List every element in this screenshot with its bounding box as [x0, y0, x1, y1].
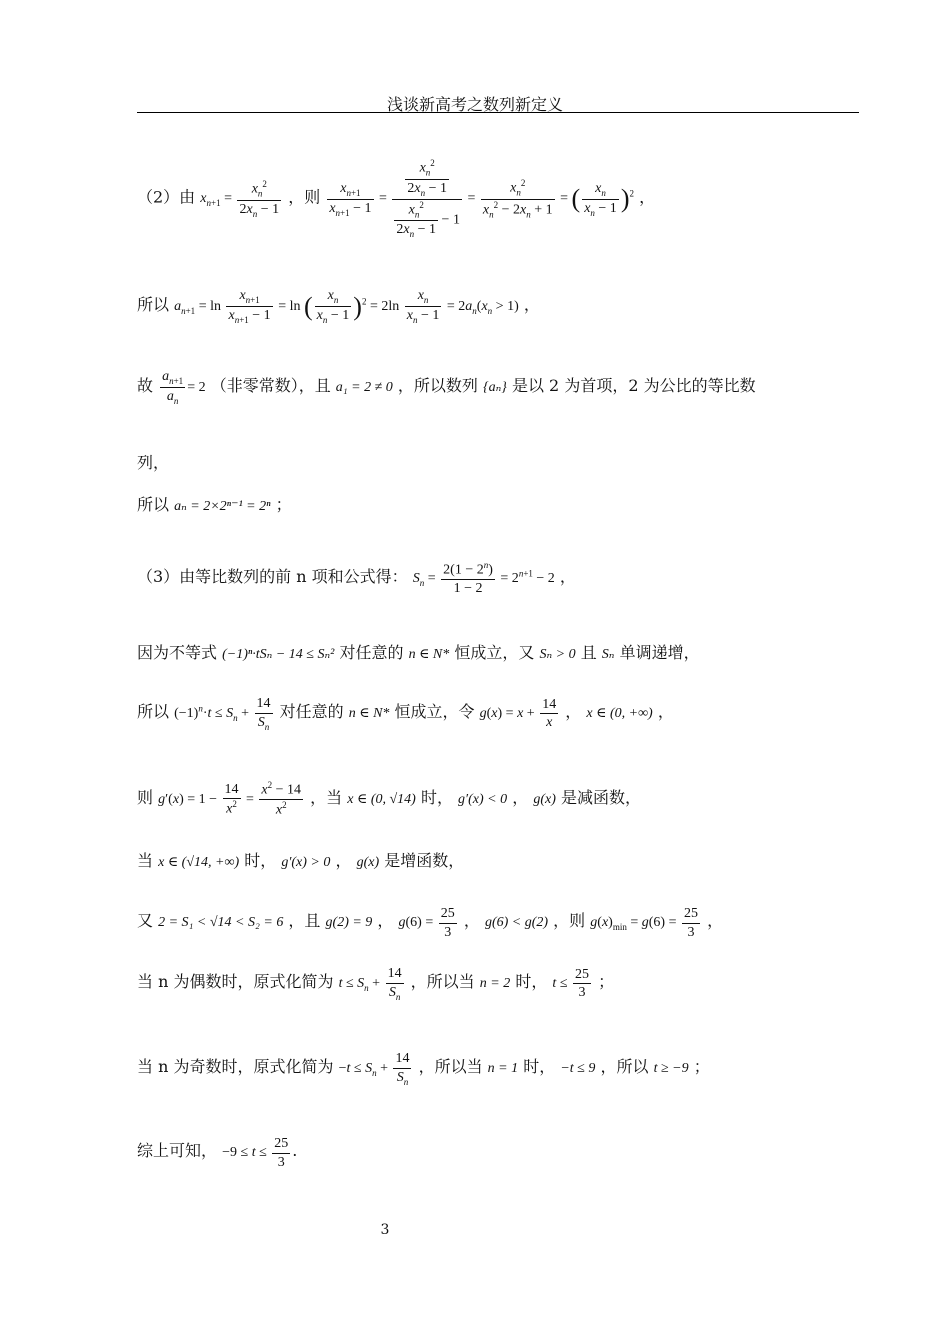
text-comma-1: ， — [559, 567, 576, 587]
increasing-line — [137, 848, 464, 871]
g-min: $g(x)_{min} = g(6)$ = $\frac{25}{3}$ — [590, 906, 698, 940]
summary-line — [137, 1135, 297, 1171]
text-decreasing: 是减函数， — [560, 787, 641, 807]
text-comma-7: ， — [463, 911, 480, 931]
derivative-line — [137, 780, 641, 819]
text-comma-5: ， — [335, 851, 352, 870]
text-and: 且 — [580, 643, 597, 662]
interval-1: x ∈ (0, √14) — [347, 791, 416, 807]
text-odd-case: 当 n 为奇数时，原式化简为 — [137, 1057, 334, 1076]
g-of-x-2: g(x) — [356, 855, 380, 870]
lie-line — [137, 450, 169, 473]
text-comma-2: ， — [565, 702, 582, 721]
text-ineq-lead: 因为不等式 — [137, 643, 218, 662]
text-geo-desc: 是以 2 为首项，2 为公比的等比数 — [511, 375, 756, 395]
text-nonzero: （非零常数），且 — [210, 375, 331, 395]
n-equals-1: n = 1 — [487, 1061, 519, 1076]
sn-positive: Sₙ > 0 — [539, 647, 576, 662]
g-derivative: g′(x) = 1 − $\frac{14}{x^2}$ = $\frac{x^2 - 14}{x^2}$ — [158, 780, 302, 818]
inequality-1: (−1)ⁿ·tSₙ − 14 ≤ Sₙ² — [222, 647, 335, 662]
text-so-when-n2: ，所以当 — [410, 972, 475, 991]
gprime-negative: g′(x) < 0 — [458, 791, 508, 807]
an-sequence: {aₙ} — [483, 379, 507, 395]
odd-inequality: $-t \le S_n$ + $\frac{14}{S_n}$ — [338, 1051, 410, 1087]
t-ge-neg9: t ≥ −9 — [653, 1061, 689, 1076]
text-ze: ，则 — [553, 911, 586, 931]
g-of-2: g(2) = 9 — [325, 915, 373, 931]
text-comma-3: ， — [657, 702, 674, 721]
text-hold-let: 恒成立，令 — [394, 702, 475, 721]
text-monotone: 单调递增， — [619, 643, 700, 662]
text-semicolon-3: ； — [693, 1057, 710, 1076]
text-any-n-2: 对任意的 — [279, 702, 344, 721]
an-formula-line — [137, 492, 292, 515]
header-rule — [137, 112, 859, 113]
text-p2-mid: ，则 — [288, 187, 321, 207]
sn-symbol: Sₙ — [601, 647, 615, 662]
text-seq-geo: ，所以数列 — [397, 375, 478, 395]
text-period: . — [292, 1141, 298, 1161]
text-you: 又 — [137, 911, 154, 931]
g-of-6: g(6) = $\frac{25}{3}$ — [398, 906, 455, 940]
text-so-t: 所以 — [137, 702, 170, 721]
n-equals-2: n = 2 — [479, 976, 511, 991]
ratio-line — [137, 368, 756, 407]
log-derivation: $a_{n+1} = \ln$ $\frac{x_{n+1}}{x_{n+1} - 1}$ = ln ( $\frac{x_n}{x_n - 1}$ )$^2$ = 2ln $\frac{x_n}{x_n - 1}$ = $2a_n(x_n > 1)$ — [174, 288, 519, 325]
n-in-N-2: n ∈ N* — [348, 706, 390, 721]
text-gu: 故 — [137, 375, 154, 395]
text-increasing: 是增函数， — [384, 851, 465, 870]
text-semicolon: ； — [275, 495, 292, 514]
text-comma-6: ， — [377, 911, 394, 931]
text-summary: 综上可知， — [137, 1141, 218, 1161]
an-formula: aₙ = 2×2ⁿ⁻¹ = 2ⁿ — [174, 499, 271, 514]
text-p2-end: ， — [639, 187, 656, 207]
text-qie: ，且 — [288, 911, 321, 931]
text-shi: 时， — [244, 851, 277, 870]
text-so-when-n1: ，所以当 — [418, 1057, 483, 1076]
g-definition: g(x) = x + $\frac{14}{x}$ — [479, 696, 557, 731]
ratio-eq: = 2 — [187, 379, 206, 395]
gprime-positive: g′(x) > 0 — [281, 855, 331, 870]
part2-line — [137, 158, 655, 241]
text-when: ，当 — [310, 787, 343, 807]
interval-2: x ∈ (√14, +∞) — [158, 855, 240, 870]
t-upper: t ≤ $\frac{25}{3}$ — [552, 966, 589, 1001]
text-so-a-end: ， — [523, 294, 540, 314]
text-comma-4: ， — [512, 787, 529, 807]
final-range: −9 ≤ t ≤ $\frac{25}{3}$ — [222, 1136, 289, 1170]
text-then-g: 则 — [137, 787, 154, 807]
text-lie: 列， — [137, 453, 170, 472]
text-p3-lead: （3）由等比数列的前 n 项和公式得： — [137, 567, 408, 587]
g-of-x-1: g(x) — [533, 791, 556, 807]
text-so-t-ge: ，所以 — [600, 1057, 649, 1076]
text-dang: 当 — [137, 851, 154, 870]
text-so-an: 所以 — [137, 495, 170, 514]
sn-formula: $S_n$ = $\frac{2(1 - 2^n)}{1 - 2}$ = $2^{n+1} - 2$ — [412, 560, 555, 597]
text-time-comma-2: 时， — [515, 972, 548, 991]
inequality-line — [137, 640, 700, 663]
g6-lt-g2: g(6) < g(2) — [484, 915, 549, 931]
text-always-hold: 恒成立，又 — [454, 643, 535, 662]
neg-t-le-9: −t ≤ 9 — [560, 1061, 596, 1076]
text-comma-8: ， — [707, 911, 724, 931]
text-p2-lead: （2）由 — [137, 187, 196, 207]
text-so-a: 所以 — [137, 294, 170, 314]
odd-case-line — [137, 1050, 710, 1088]
part3-line — [137, 560, 576, 598]
text-even-case: 当 n 为偶数时，原式化简为 — [137, 972, 334, 991]
text-time-comma-3: 时， — [523, 1057, 556, 1076]
n-in-N-1: n ∈ N* — [408, 647, 450, 662]
a1-value: a₁ = 2 ≠ 0 — [335, 379, 393, 395]
page-number: 3 — [380, 1222, 390, 1238]
text-time-comma: 时， — [420, 787, 453, 807]
text-semicolon-2: ； — [598, 972, 615, 991]
t-bound: $(-1)^n\cdot t \le S_n$ + $\frac{14}{S_n}$ — [174, 696, 271, 732]
comparison-line — [137, 905, 723, 941]
a-recurrence-line — [137, 287, 540, 326]
even-case-line — [137, 965, 614, 1003]
t-bound-line — [137, 695, 674, 733]
s-chain: 2 = S₁ < √14 < S₂ = 6 — [158, 915, 284, 931]
text-any-n: 对任意的 — [339, 643, 404, 662]
even-inequality: $t \le S_n$ + $\frac{14}{S_n}$ — [338, 966, 402, 1002]
x-domain: x ∈ (0, +∞) — [586, 706, 653, 721]
ratio-derivation: $\frac{x_{n+1}}{x_{n+1} - 1}$ = $\frac{x_n^2}{2x_n - 1}$ $\frac{x_n^2}{2x_n - 1}$ − 1 = $\frac{x_n^2}{x_n^2 - 2x_n + 1}$ = ( $\frac{x_n}{x_n - 1}$ )$^2$ — [329, 158, 634, 240]
page-header: 浅谈新高考之数列新定义 — [386, 95, 563, 114]
recurrence-formula: $x_{n+1}$ = $\frac{x_n^2}{2x_n - 1}$ — [200, 178, 280, 219]
ratio-fraction: $\frac{a_{n+1}}{a_n}$ = 2 — [162, 369, 206, 406]
